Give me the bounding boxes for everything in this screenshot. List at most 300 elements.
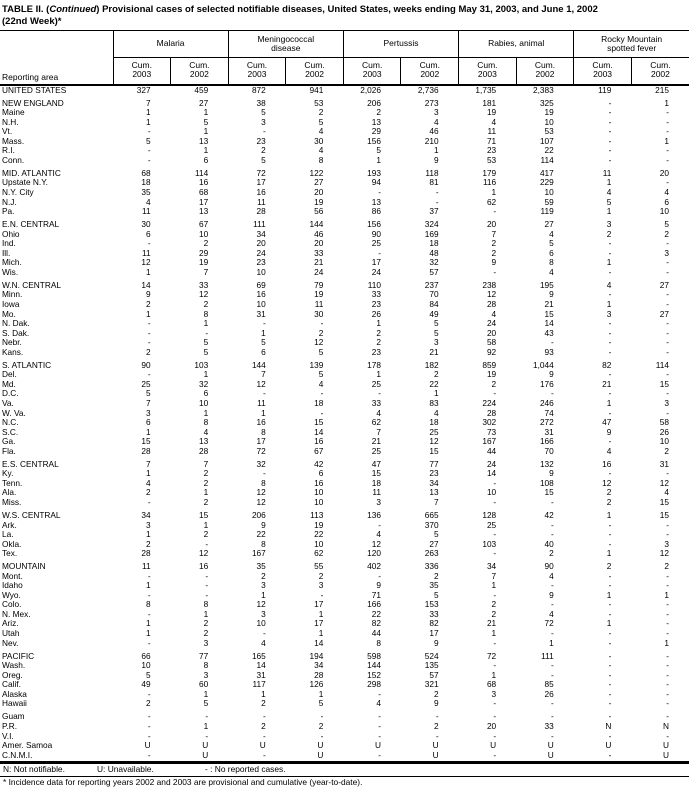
value-cell: 14 bbox=[544, 318, 554, 329]
value-cell: 1 bbox=[606, 298, 612, 309]
value-cell: 19 bbox=[314, 289, 324, 300]
value-cell: - bbox=[378, 749, 381, 760]
reporting-area-cell: Idaho bbox=[2, 580, 23, 591]
value-cell: 7 bbox=[261, 369, 266, 380]
value-cell: 4 bbox=[549, 608, 554, 619]
reporting-area-cell: Mo. bbox=[2, 308, 16, 319]
reporting-area-cell: Miss. bbox=[2, 496, 22, 507]
value-cell: 16 bbox=[256, 289, 266, 300]
value-cell: 21 bbox=[314, 257, 324, 268]
value-cell: - bbox=[493, 711, 497, 722]
reporting-area-cell: MOUNTAIN bbox=[2, 561, 46, 572]
value-cell: - bbox=[666, 529, 669, 540]
value-cell: 14 bbox=[314, 426, 324, 437]
value-cell: 1 bbox=[549, 637, 554, 648]
group-label: Meningococcal bbox=[257, 33, 315, 44]
value-cell: 24 bbox=[486, 458, 497, 469]
value-cell: 16 bbox=[314, 436, 324, 447]
value-cell: 72 bbox=[486, 650, 497, 661]
legend-not-notifiable: N: Not notifiable. bbox=[3, 764, 65, 775]
reporting-area-cell: UNITED STATES bbox=[2, 84, 67, 95]
value-cell: 42 bbox=[544, 509, 554, 520]
value-cell: 336 bbox=[424, 561, 439, 572]
value-cell: U bbox=[259, 740, 266, 751]
value-cell: 1 bbox=[664, 637, 669, 648]
value-cell: N bbox=[663, 720, 669, 731]
value-cell: 327 bbox=[136, 84, 151, 95]
value-cell: - bbox=[147, 154, 151, 165]
value-cell: 117 bbox=[252, 679, 266, 690]
value-cell: - bbox=[147, 145, 151, 156]
value-cell: 2 bbox=[606, 228, 612, 239]
value-cell: 22 bbox=[544, 145, 554, 156]
value-cell: 19 bbox=[314, 519, 324, 530]
value-cell: 25 bbox=[429, 426, 439, 437]
value-cell: - bbox=[608, 688, 612, 699]
value-cell: 19 bbox=[314, 196, 324, 207]
value-cell: 5 bbox=[606, 196, 612, 207]
table-row bbox=[0, 220, 689, 230]
reporting-area-cell: W. Va. bbox=[2, 407, 26, 418]
table-row bbox=[0, 722, 689, 732]
value-cell: 859 bbox=[482, 359, 497, 370]
value-cell: 25 bbox=[141, 378, 151, 389]
value-cell: 9 bbox=[376, 580, 381, 591]
value-cell: 18 bbox=[429, 417, 439, 428]
value-cell: - bbox=[608, 608, 612, 619]
value-cell: 35 bbox=[141, 186, 151, 197]
value-cell: - bbox=[205, 570, 209, 581]
reporting-area-cell: Wash. bbox=[2, 660, 26, 671]
value-cell: 15 bbox=[659, 496, 669, 507]
value-cell: 113 bbox=[310, 509, 324, 520]
reporting-area-cell: S. ATLANTIC bbox=[2, 359, 52, 370]
value-cell: 206 bbox=[251, 509, 266, 520]
value-cell: - bbox=[263, 468, 266, 479]
reporting-area-cell: Ky. bbox=[2, 468, 14, 479]
reporting-area-cell: Nev. bbox=[2, 637, 19, 648]
value-cell: 28 bbox=[486, 407, 497, 418]
value-cell: 8 bbox=[203, 308, 209, 319]
value-cell: 6 bbox=[664, 196, 669, 207]
value-cell: - bbox=[263, 318, 266, 329]
value-cell: 1 bbox=[203, 107, 209, 118]
value-cell: 2 bbox=[664, 228, 669, 239]
value-cell: - bbox=[147, 589, 151, 600]
reporting-area-cell: Ind. bbox=[2, 238, 16, 249]
value-cell: 1 bbox=[145, 580, 151, 591]
value-cell: 10 bbox=[544, 116, 554, 127]
table-row bbox=[0, 319, 689, 329]
reporting-area-cell: N. Dak. bbox=[2, 318, 30, 329]
value-cell: 2 bbox=[261, 720, 266, 731]
value-cell: 9 bbox=[549, 369, 554, 380]
value-cell: U bbox=[432, 749, 439, 760]
value-cell: 7 bbox=[145, 458, 151, 469]
value-cell: - bbox=[608, 679, 612, 690]
value-cell: 324 bbox=[424, 219, 439, 230]
value-cell: 1 bbox=[606, 177, 612, 188]
value-cell: 272 bbox=[539, 417, 554, 428]
value-cell: - bbox=[666, 238, 669, 249]
value-cell: 7 bbox=[491, 570, 497, 581]
legend-no-cases: - : No reported cases. bbox=[205, 764, 286, 775]
value-cell: - bbox=[493, 496, 497, 507]
value-cell: 1 bbox=[145, 468, 151, 479]
value-cell: 181 bbox=[482, 97, 497, 108]
value-cell: 42 bbox=[314, 458, 324, 469]
value-cell: U bbox=[547, 749, 554, 760]
table-row bbox=[0, 156, 689, 166]
value-cell: 44 bbox=[371, 628, 381, 639]
reporting-area-cell: Mass. bbox=[2, 135, 25, 146]
value-cell: - bbox=[608, 628, 612, 639]
table-row bbox=[0, 258, 689, 268]
value-cell: 5 bbox=[261, 337, 266, 348]
value-cell: - bbox=[666, 519, 669, 530]
value-cell: - bbox=[320, 407, 324, 418]
value-cell: 19 bbox=[486, 369, 497, 380]
value-cell: 128 bbox=[482, 509, 497, 520]
value-cell: - bbox=[666, 730, 669, 741]
value-cell: 34 bbox=[141, 509, 151, 520]
value-cell: - bbox=[608, 388, 612, 399]
value-cell: 16 bbox=[256, 186, 266, 197]
group-label: Malaria bbox=[156, 38, 185, 49]
reporting-area-cell: Ark. bbox=[2, 519, 17, 530]
value-cell: - bbox=[666, 346, 669, 357]
value-cell: 35 bbox=[429, 580, 439, 591]
value-cell: - bbox=[666, 289, 669, 300]
value-cell: 23 bbox=[371, 346, 381, 357]
value-cell: 8 bbox=[318, 154, 324, 165]
value-cell: 33 bbox=[429, 608, 439, 619]
value-cell: 3 bbox=[664, 247, 669, 258]
value-cell: 8 bbox=[376, 637, 381, 648]
value-cell: 237 bbox=[424, 279, 439, 290]
value-cell: 12 bbox=[659, 548, 669, 559]
value-cell: - bbox=[608, 660, 612, 671]
value-cell: - bbox=[493, 388, 497, 399]
value-cell: 2 bbox=[376, 327, 381, 338]
value-cell: - bbox=[493, 660, 497, 671]
value-cell: - bbox=[608, 154, 612, 165]
value-cell: - bbox=[608, 369, 612, 380]
value-cell: 1 bbox=[145, 266, 151, 277]
reporting-area-cell: Conn. bbox=[2, 154, 25, 165]
value-cell: U bbox=[202, 740, 209, 751]
value-cell: 20 bbox=[659, 167, 669, 178]
table-row bbox=[0, 300, 689, 310]
table-row bbox=[0, 479, 689, 489]
value-cell: 169 bbox=[424, 228, 439, 239]
value-cell: 16 bbox=[314, 477, 324, 488]
value-cell: 15 bbox=[314, 417, 324, 428]
value-cell: 1 bbox=[261, 407, 266, 418]
value-cell: N bbox=[605, 720, 612, 731]
value-cell: 194 bbox=[309, 650, 324, 661]
table-row bbox=[0, 712, 689, 722]
value-cell: - bbox=[320, 730, 324, 741]
value-cell: 15 bbox=[544, 308, 554, 319]
reporting-area-cell: W.S. CENTRAL bbox=[2, 509, 61, 520]
reporting-area-cell: Nebr. bbox=[2, 337, 22, 348]
value-cell: 114 bbox=[540, 154, 554, 165]
value-cell: 193 bbox=[367, 167, 381, 178]
value-cell: 1 bbox=[145, 116, 151, 127]
value-cell: 2 bbox=[491, 247, 497, 258]
value-cell: 5 bbox=[433, 589, 439, 600]
value-cell: - bbox=[666, 116, 669, 127]
value-cell: 34 bbox=[314, 660, 324, 671]
value-cell: 206 bbox=[367, 97, 381, 108]
value-cell: U bbox=[317, 740, 324, 751]
value-cell: 238 bbox=[482, 279, 497, 290]
value-cell: 18 bbox=[371, 477, 381, 488]
reporting-area-cell: Kans. bbox=[2, 346, 24, 357]
value-cell: 3 bbox=[318, 580, 324, 591]
value-cell: - bbox=[378, 688, 381, 699]
reporting-area-cell: Utah bbox=[2, 628, 20, 639]
value-cell: 90 bbox=[141, 359, 151, 370]
table-row bbox=[0, 428, 689, 438]
reporting-area-cell: Minn. bbox=[2, 289, 23, 300]
cum-2002-header: Cum. 2002 bbox=[631, 58, 689, 85]
value-cell: - bbox=[147, 327, 151, 338]
value-cell: - bbox=[608, 749, 612, 760]
value-cell: - bbox=[666, 669, 669, 680]
value-cell: 32 bbox=[198, 378, 209, 389]
group-label: Rabies, animal bbox=[488, 38, 545, 49]
value-cell: - bbox=[608, 669, 612, 680]
value-cell: 1 bbox=[606, 548, 612, 559]
value-cell: - bbox=[378, 720, 381, 731]
value-cell: 402 bbox=[367, 561, 381, 572]
value-cell: - bbox=[378, 711, 381, 722]
value-cell: - bbox=[493, 548, 497, 559]
value-cell: - bbox=[666, 257, 669, 268]
value-cell: 6 bbox=[549, 247, 554, 258]
group-header-pertussis bbox=[343, 31, 458, 58]
value-cell: - bbox=[666, 407, 669, 418]
value-cell: 34 bbox=[486, 561, 497, 572]
value-cell: - bbox=[205, 711, 209, 722]
value-cell: 1 bbox=[203, 720, 209, 731]
value-cell: 27 bbox=[198, 97, 209, 108]
value-cell: 73 bbox=[486, 426, 497, 437]
value-cell: 72 bbox=[256, 167, 266, 178]
reporting-area-cell: Colo. bbox=[2, 599, 22, 610]
value-cell: 60 bbox=[198, 679, 209, 690]
value-cell: 210 bbox=[424, 135, 439, 146]
value-cell: 6 bbox=[261, 346, 266, 357]
value-cell: 15 bbox=[659, 378, 669, 389]
value-cell: 23 bbox=[371, 298, 381, 309]
value-cell: 2 bbox=[433, 720, 439, 731]
value-cell: - bbox=[608, 637, 612, 648]
value-cell: 1 bbox=[491, 628, 497, 639]
value-cell: 13 bbox=[198, 436, 209, 447]
value-cell: 1 bbox=[664, 589, 669, 600]
value-cell: 3 bbox=[606, 219, 612, 230]
reporting-area-cell: Upstate N.Y. bbox=[2, 177, 48, 188]
value-cell: 8 bbox=[261, 538, 266, 549]
reporting-area-cell: Md. bbox=[2, 378, 16, 389]
value-cell: U bbox=[490, 740, 497, 751]
value-cell: - bbox=[608, 468, 612, 479]
table-row bbox=[0, 661, 689, 671]
value-cell: 182 bbox=[424, 359, 439, 370]
value-cell: 4 bbox=[606, 279, 612, 290]
value-cell: 1 bbox=[606, 509, 612, 520]
value-cell: 4 bbox=[491, 116, 497, 127]
value-cell: 8 bbox=[261, 426, 266, 437]
value-cell: 83 bbox=[429, 397, 439, 408]
value-cell: 10 bbox=[659, 436, 669, 447]
table-row bbox=[0, 572, 689, 582]
table-row bbox=[0, 348, 689, 358]
incidence-footnote: * Incidence data for reporting years 2002 and 2003 are provisional and cumulative (year-to-date). bbox=[3, 777, 363, 788]
table-row bbox=[0, 198, 689, 208]
value-cell: 2 bbox=[664, 445, 669, 456]
value-cell: 6 bbox=[145, 228, 151, 239]
value-cell: - bbox=[263, 749, 266, 760]
reporting-area-cell: Iowa bbox=[2, 298, 20, 309]
value-cell: 2 bbox=[261, 145, 266, 156]
reporting-area-cell: S.C. bbox=[2, 426, 19, 437]
value-cell: - bbox=[205, 730, 209, 741]
value-cell: - bbox=[666, 298, 669, 309]
value-cell: - bbox=[551, 669, 554, 680]
value-cell: 3 bbox=[203, 669, 209, 680]
value-cell: 20 bbox=[314, 238, 324, 249]
table-row bbox=[0, 629, 689, 639]
value-cell: - bbox=[147, 730, 151, 741]
value-cell: 12 bbox=[486, 289, 497, 300]
value-cell: 8 bbox=[203, 599, 209, 610]
value-cell: 57 bbox=[429, 669, 439, 680]
reporting-area-cell: Wis. bbox=[2, 266, 19, 277]
value-cell: 16 bbox=[198, 177, 209, 188]
value-cell: 3 bbox=[203, 637, 209, 648]
value-cell: - bbox=[493, 698, 497, 709]
value-cell: - bbox=[493, 637, 497, 648]
reporting-area-cell: Pa. bbox=[2, 206, 15, 217]
value-cell: 32 bbox=[429, 257, 439, 268]
value-cell: 24 bbox=[486, 318, 497, 329]
reporting-area-cell: PACIFIC bbox=[2, 650, 35, 661]
value-cell: - bbox=[205, 538, 209, 549]
value-cell: 27 bbox=[314, 177, 324, 188]
value-cell: 34 bbox=[429, 477, 439, 488]
table-row bbox=[0, 521, 689, 531]
value-cell: 10 bbox=[256, 618, 266, 629]
reporting-area-cell: N.C. bbox=[2, 417, 19, 428]
value-cell: 46 bbox=[314, 228, 324, 239]
value-cell: - bbox=[666, 177, 669, 188]
value-cell: - bbox=[147, 570, 151, 581]
value-cell: 10 bbox=[256, 298, 266, 309]
table-row bbox=[0, 447, 689, 457]
value-cell: 67 bbox=[198, 219, 209, 230]
reporting-area-cell: Ohio bbox=[2, 228, 20, 239]
value-cell: 25 bbox=[486, 519, 497, 530]
value-cell: 20 bbox=[486, 327, 497, 338]
value-cell: 103 bbox=[194, 359, 209, 370]
value-cell: - bbox=[608, 346, 612, 357]
value-cell: 70 bbox=[429, 289, 439, 300]
table-row bbox=[0, 188, 689, 198]
value-cell: 40 bbox=[544, 538, 554, 549]
value-cell: U bbox=[374, 740, 381, 751]
value-cell: 9 bbox=[549, 468, 554, 479]
value-cell: 11 bbox=[257, 196, 266, 207]
value-cell: - bbox=[608, 145, 612, 156]
reporting-area-cell: Mont. bbox=[2, 570, 23, 581]
value-cell: 19 bbox=[486, 107, 497, 118]
value-cell: 2 bbox=[318, 107, 324, 118]
value-cell: 24 bbox=[371, 266, 381, 277]
value-cell: 12 bbox=[429, 436, 439, 447]
table-row bbox=[0, 85, 689, 96]
value-cell: 2 bbox=[203, 529, 209, 540]
value-cell: 3 bbox=[145, 407, 151, 418]
value-cell: - bbox=[666, 580, 669, 591]
value-cell: 5 bbox=[145, 388, 151, 399]
value-cell: 12 bbox=[141, 257, 151, 268]
table-row bbox=[0, 399, 689, 409]
value-cell: 1 bbox=[203, 145, 209, 156]
value-cell: 21 bbox=[486, 618, 497, 629]
value-cell: 29 bbox=[198, 247, 209, 258]
value-cell: 459 bbox=[194, 84, 209, 95]
value-cell: - bbox=[378, 186, 381, 197]
reporting-area-cell: Ill. bbox=[2, 247, 11, 258]
value-cell: - bbox=[666, 318, 669, 329]
value-cell: 119 bbox=[540, 206, 554, 217]
value-cell: 4 bbox=[376, 698, 381, 709]
value-cell: 4 bbox=[145, 477, 151, 488]
value-cell: 21 bbox=[371, 436, 381, 447]
table-body bbox=[0, 85, 689, 761]
value-cell: U bbox=[663, 749, 669, 760]
value-cell: 58 bbox=[486, 337, 497, 348]
value-cell: - bbox=[608, 538, 612, 549]
value-cell: 1 bbox=[145, 618, 151, 629]
value-cell: 5 bbox=[203, 337, 209, 348]
value-cell: 1 bbox=[433, 145, 439, 156]
value-cell: - bbox=[320, 318, 324, 329]
value-cell: 33 bbox=[544, 720, 554, 731]
group-header-rabies bbox=[459, 31, 574, 58]
value-cell: 12 bbox=[198, 548, 209, 559]
value-cell: - bbox=[378, 730, 381, 741]
reporting-area-cell: NEW ENGLAND bbox=[2, 97, 64, 108]
reporting-area-cell: Hawaii bbox=[2, 698, 27, 709]
value-cell: - bbox=[666, 650, 669, 661]
value-cell: - bbox=[263, 711, 266, 722]
value-cell: 56 bbox=[314, 206, 324, 217]
value-cell: 156 bbox=[367, 219, 381, 230]
value-cell: 2 bbox=[491, 238, 497, 249]
value-cell: 2 bbox=[318, 327, 324, 338]
value-cell: 21 bbox=[429, 346, 439, 357]
value-cell: 57 bbox=[429, 266, 439, 277]
value-cell: 1 bbox=[376, 154, 381, 165]
value-cell: - bbox=[608, 519, 612, 530]
value-cell: 1 bbox=[318, 628, 324, 639]
value-cell: 82 bbox=[602, 359, 612, 370]
